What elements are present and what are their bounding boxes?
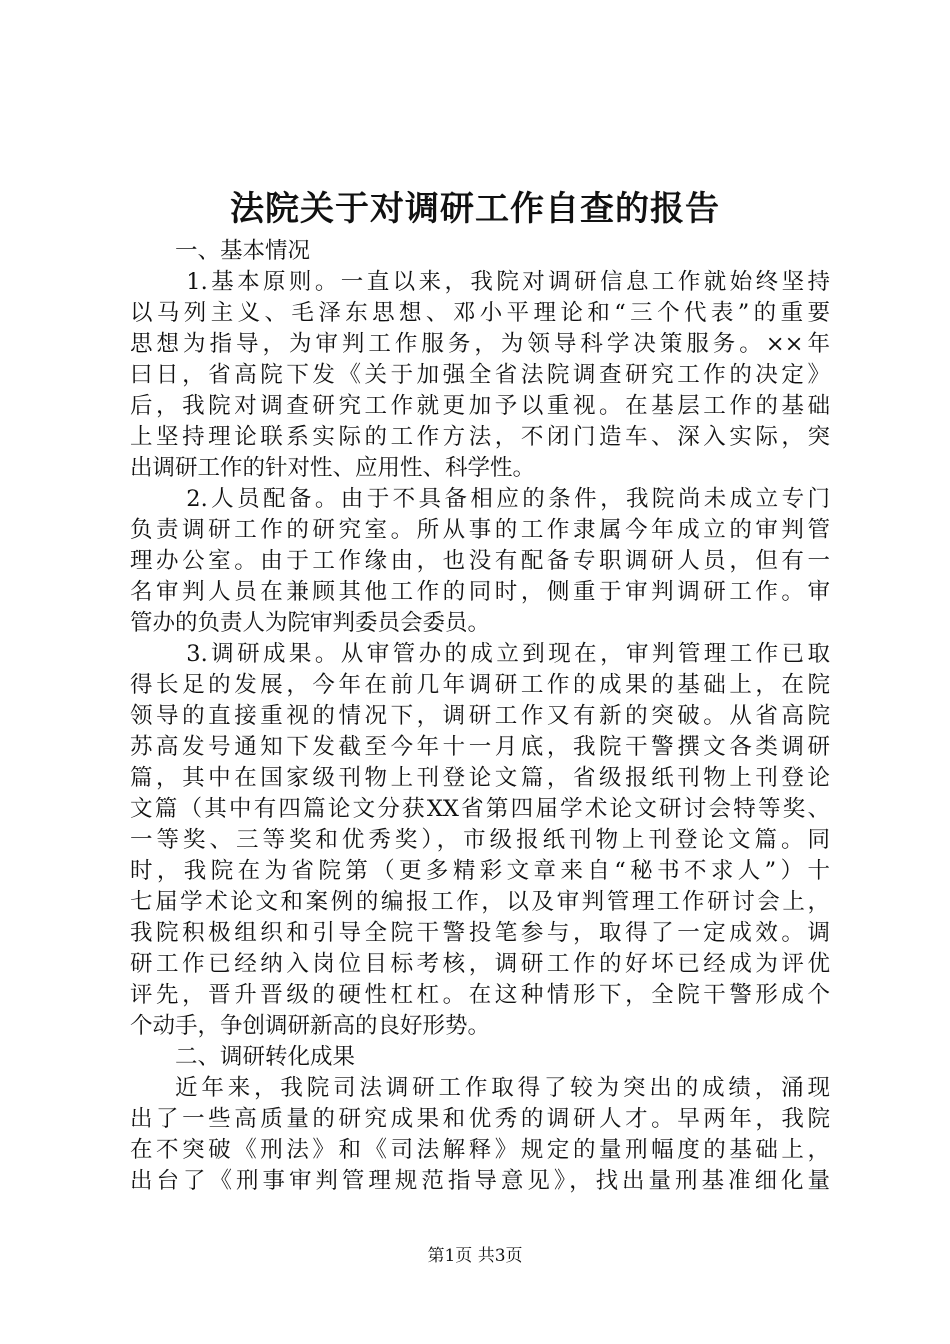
- body-line: 评先，晋升晋级的硬性杠杠。在这种情形下，全院干警形成个: [130, 982, 830, 1008]
- page-footer: 第1页 共3页: [427, 1246, 523, 1266]
- body-line: 出调研工作的针对性、应用性、科学性。: [130, 455, 536, 481]
- body-line: 曰日，省高院下发《关于加强全省法院调查研究工作的决定》: [130, 362, 830, 388]
- body-line: 我院积极组织和引导全院干警投笔参与，取得了一定成效。调: [130, 920, 830, 946]
- body-line: 1.基本原则。一直以来，我院对调研信息工作就始终坚持: [186, 269, 830, 295]
- body-line: 研工作已经纳入岗位目标考核，调研工作的好坏已经成为评优: [130, 951, 830, 977]
- body-line: 领导的直接重视的情况下，调研工作又有新的突破。从省高院: [130, 703, 830, 729]
- body-line: 篇，其中在国家级刊物上刊登论文篇，省级报纸刊物上刊登论: [130, 765, 830, 791]
- body-line: 七届学术论文和案例的编报工作，以及审判管理工作研讨会上，: [130, 889, 830, 915]
- body-line: 管办的负责人为院审判委员会委员。: [130, 610, 491, 636]
- body-line: 得长足的发展，今年在前几年调研工作的成果的基础上，在院: [130, 672, 830, 698]
- body-line: 以马列主义、毛泽东思想、邓小平理论和“三个代表”的重要: [130, 300, 830, 326]
- body-line: 后，我院对调查研究工作就更加予以重视。在基层工作的基础: [130, 393, 830, 419]
- body-line: 文篇（其中有四篇论文分获XX省第四届学术论文研讨会特等奖、: [130, 796, 830, 822]
- body-line: 时，我院在为省院第（更多精彩文章来自“秘书不求人”）十: [130, 858, 830, 884]
- body-line: 理办公室。由于工作缘由，也没有配备专职调研人员，但有一: [130, 548, 830, 574]
- document-body: [130, 236, 830, 1197]
- section-heading: 一、基本情况: [175, 238, 311, 264]
- body-line: 出了一些高质量的研究成果和优秀的调研人才。早两年，我院: [130, 1106, 830, 1132]
- body-line: 2.人员配备。由于不具备相应的条件，我院尚未成立专门: [186, 486, 830, 512]
- body-line: 在不突破《刑法》和《司法解释》规定的量刑幅度的基础上，: [130, 1137, 830, 1163]
- body-line: 出台了《刑事审判管理规范指导意见》，找出量刑基准细化量: [130, 1168, 830, 1194]
- section-heading: 二、调研转化成果: [175, 1044, 356, 1070]
- body-line: 近年来，我院司法调研工作取得了较为突出的成绩，涌现: [175, 1075, 830, 1101]
- body-line: 思想为指导，为审判工作服务，为领导科学决策服务。××年: [130, 331, 830, 357]
- body-line: 3.调研成果。从审管办的成立到现在，审判管理工作已取: [186, 641, 830, 667]
- body-line: 一等奖、三等奖和优秀奖），市级报纸刊物上刊登论文篇。同: [130, 827, 830, 853]
- body-line: 负责调研工作的研究室。所从事的工作隶属今年成立的审判管: [130, 517, 830, 543]
- document-title: 法院关于对调研工作自查的报告: [230, 189, 720, 229]
- body-line: 个动手，争创调研新高的良好形势。: [130, 1013, 491, 1039]
- body-line: 名审判人员在兼顾其他工作的同时，侧重于审判调研工作。审: [130, 579, 830, 605]
- body-line: 苏高发号通知下发截至今年十一月底，我院干警撰文各类调研: [130, 734, 830, 760]
- body-line: 上坚持理论联系实际的工作方法，不闭门造车、深入实际，突: [130, 424, 830, 450]
